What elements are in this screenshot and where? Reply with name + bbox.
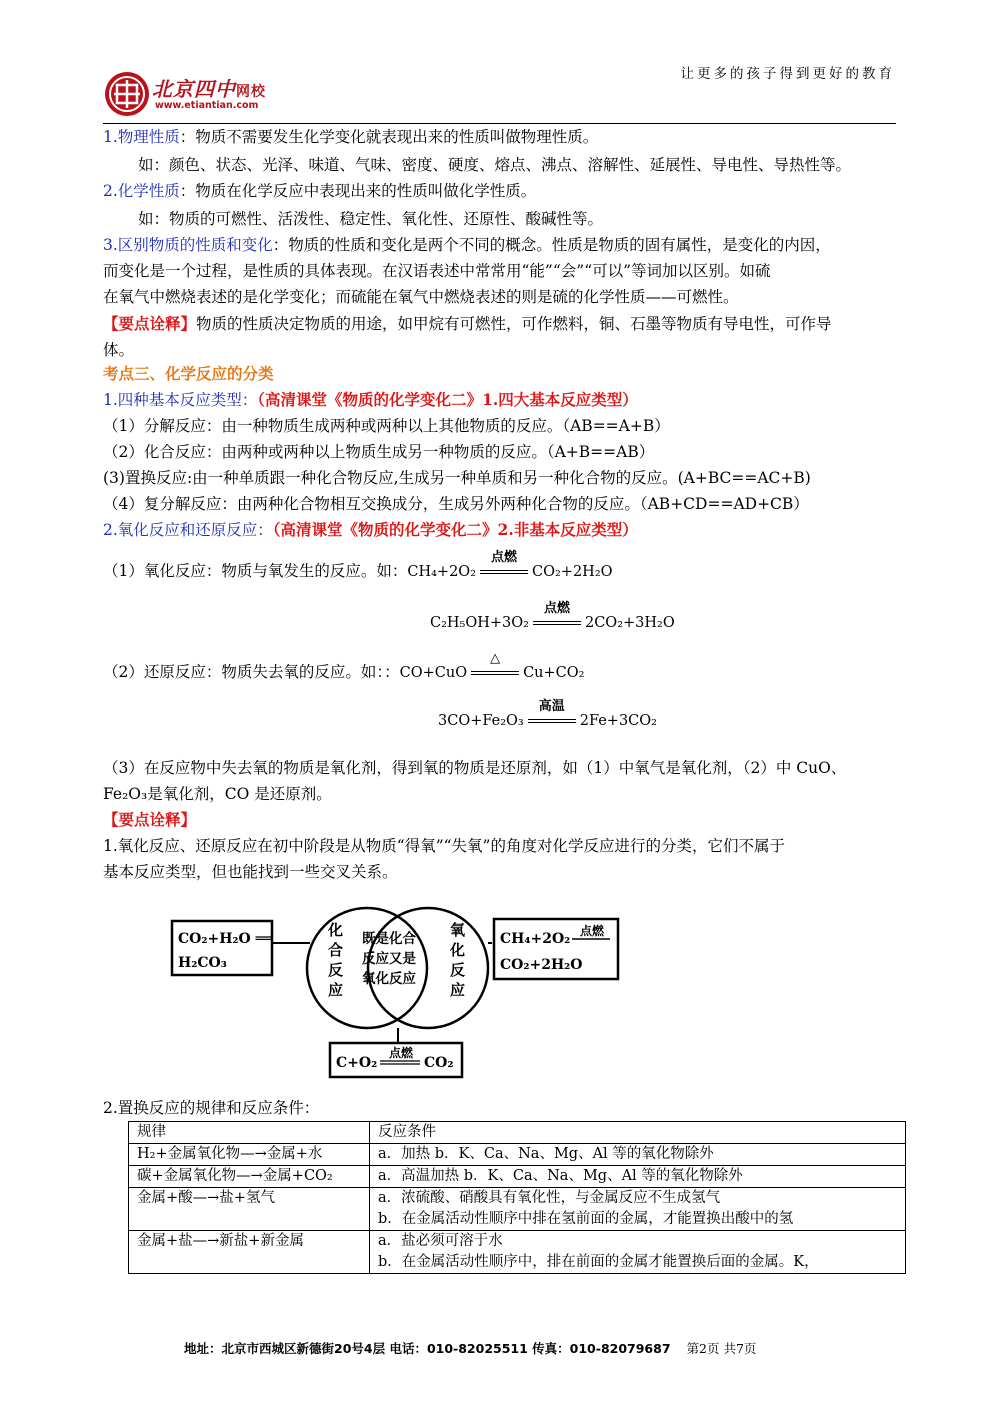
overlap-line-3: 氧化反应: [362, 971, 416, 987]
bottom-box-reactants: C+O₂: [336, 1055, 378, 1071]
header-divider: [103, 123, 896, 124]
equation-reactants: C₂H₅OH+3O₂: [430, 615, 529, 631]
double-line: [480, 570, 528, 574]
table-row: [129, 1188, 906, 1231]
redox-course-link[interactable]: （高清课堂《物质的化学变化二》2.非基本反应类型）: [272, 520, 638, 539]
reduction-equation-1: [399, 651, 585, 681]
redox-label: 2.氧化反应和还原反应：: [103, 521, 273, 539]
double-line: [471, 671, 519, 675]
equation-reactants: CH₄+2O₂: [407, 564, 477, 580]
section-3-title: 考点三、化学反应的分类: [103, 364, 274, 383]
oxidation-intro: （1）氧化反应：物质与氧发生的反应。如：: [103, 562, 408, 580]
equation-condition: [524, 699, 580, 732]
footer-address: 地址：北京市西城区新德街20号4层 电话：010-82025511 传真：010-82079687: [184, 1341, 671, 1356]
condition-cell: [370, 1231, 906, 1274]
condition-line: b．在金属活动性顺序中排在氢前面的金属，才能置换出酸中的氢: [378, 1211, 794, 1227]
condition-label: 点燃: [543, 601, 570, 616]
distinguish-label: 3.区别物质的性质和变化: [103, 236, 273, 254]
distinguish-line-3: 在氧气中燃烧表述的是化学变化；而硫能在氧气中燃烧表述的则是硫的化学性质——可燃性。: [103, 288, 739, 306]
reaction-venn-diagram: [170, 883, 670, 1083]
distinguish-line-2: 而变化是一个过程，是性质的具体表现。在汉语表述中常常用“能”“会”“可以”等词加以区别。如硫: [103, 262, 771, 280]
equation-reactants: 3CO+Fe₂O₃: [438, 713, 524, 729]
distinguish-text: ：物质的性质和变化是两个不同的概念。性质是物质的固有属性，是变化的内因，: [272, 236, 831, 254]
table-title: 2.置换反应的规律和反应条件：: [103, 1099, 320, 1117]
key-note-text: 物质的性质决定物质的用途，如甲烷有可燃性，可作燃料，铜、石墨等物质有导电性，可作导: [196, 315, 832, 333]
agent-line-1: （3）在反应物中失去氧的物质是氧化剂，得到氧的物质是还原剂，如（1）中氧气是氧化剂，（2）中 CuO、: [103, 759, 847, 777]
physical-property-example: 如：颜色、状态、光泽、味道、气味、密度、硬度、熔点、沸点、溶解性、延展性、导电性、导热性等。: [138, 156, 852, 174]
basic-types-label: 1.四种基本反应类型：: [103, 391, 258, 409]
logo-name-main: 北京四中: [152, 77, 236, 101]
condition-line: b．在金属活动性顺序中，排在前面的金属才能置换后面的金属。K，: [378, 1254, 819, 1270]
overlap-line-1: 既是化合: [362, 931, 416, 947]
rule-cell: 金属+盐—→新盐+新金属: [129, 1231, 370, 1274]
bottom-box-condition: 点燃: [389, 1046, 414, 1060]
chemical-property-label: 2.化学性质: [103, 182, 180, 200]
page-footer: [184, 1339, 756, 1357]
right-box-line-2: CO₂+2H₂O: [500, 957, 583, 973]
right-circle-char-2: 化: [450, 941, 466, 959]
rule-cell: H₂+金属氧化物—→金属+水: [129, 1144, 370, 1166]
basic-types-heading: [103, 389, 903, 411]
right-circle-char-3: 反: [450, 961, 466, 979]
bottom-box-products: CO₂: [424, 1055, 454, 1071]
double-line: [533, 621, 581, 625]
key-note-2-line-1: 1.氧化反应、还原反应在初中阶段是从物质“得氧”“失氧”的角度对化学反应进行的分类，它们不属于: [103, 837, 785, 855]
oxidation-line: [103, 550, 903, 583]
logo-name-suffix: 网校: [236, 84, 266, 100]
header-rule: 规律: [129, 1122, 370, 1144]
physical-property-line: [103, 126, 903, 148]
decomposition-reaction: （1）分解反应：由一种物质生成两种或两种以上其他物质的反应。（AB==A+B）: [103, 417, 670, 435]
rule-cell: 金属+酸—→盐+氢气: [129, 1188, 370, 1231]
agent-line-2: Fe₂O₃是氧化剂，CO 是还原剂。: [103, 785, 332, 803]
left-box-line-1: CO₂+H₂O ══: [178, 931, 273, 947]
key-note-line-2: 体。: [103, 341, 135, 359]
physical-property-label: 1.物理性质: [103, 128, 180, 146]
displacement-rules-table: [128, 1121, 906, 1274]
condition-line: a．浓硫酸、硝酸具有氧化性，与金属反应不生成氢气: [378, 1190, 721, 1206]
oxidation-equation-2: [430, 601, 675, 634]
table-row: [129, 1166, 906, 1188]
condition-label: △: [490, 651, 501, 666]
left-box-line-2: H₂CO₃: [178, 955, 227, 971]
chemical-property-example: 如：物质的可燃性、活泼性、稳定性、氧化性、还原性、酸碱性等。: [138, 210, 604, 228]
logo-name: [152, 73, 266, 102]
condition-line: a．加热 b．K、Ca、Na、Mg、Al 等的氧化物除外: [378, 1146, 714, 1162]
table-header-row: [129, 1122, 906, 1144]
equation-reactants: CO+CuO: [399, 665, 468, 681]
logo-url: www.etiantian.com: [155, 100, 259, 111]
left-circle-char-1: 化: [328, 921, 344, 939]
key-note-line-1: [103, 313, 903, 335]
left-circle-char-4: 应: [328, 981, 344, 999]
school-logo-icon: [103, 70, 151, 118]
header-condition: 反应条件: [370, 1122, 906, 1144]
condition-cell: [370, 1144, 906, 1166]
table-row: [129, 1144, 906, 1166]
right-circle-char-4: 应: [450, 981, 466, 999]
equation-condition: [529, 601, 585, 634]
table-row: [129, 1231, 906, 1274]
displacement-reaction: (3)置换反应:由一种单质跟一种化合物反应,生成另一种单质和另一种化合物的反应。(A+BC==AC+B): [103, 469, 811, 487]
equation-condition: [467, 651, 523, 684]
combination-reaction: （2）化合反应：由两种或两种以上物质生成另一种物质的反应。（A+B==AB）: [103, 443, 655, 461]
condition-cell: [370, 1188, 906, 1231]
condition-label: 高温: [538, 699, 565, 714]
oxidation-equation-1: [407, 550, 613, 580]
right-circle-char-1: 氧: [450, 921, 466, 939]
key-note-2-line-2: 基本反应类型，但也能找到一些交叉关系。: [103, 863, 398, 881]
reduction-line: [103, 651, 903, 684]
condition-line: a．盐必须可溶于水: [378, 1233, 503, 1249]
overlap-line-2: 反应又是: [362, 951, 416, 967]
rule-cell: 碳+金属氧化物—→金属+CO₂: [129, 1166, 370, 1188]
equation-products: Cu+CO₂: [523, 665, 585, 681]
double-line: [528, 719, 576, 723]
reduction-intro: （2）还原反应：物质失去氧的反应。如：：: [103, 663, 400, 681]
key-note-2-label: 【要点诠释】: [103, 810, 197, 829]
distinguish-line-1: [103, 234, 903, 256]
condition-label: 点燃: [491, 550, 518, 565]
page-number: 第2页 共7页: [686, 1341, 757, 1356]
basic-types-course-link[interactable]: （高清课堂《物质的化学变化二》1.四大基本反应类型）: [257, 390, 638, 409]
key-note-label: 【要点诠释】: [103, 314, 197, 333]
reduction-equation-2: [438, 699, 657, 732]
right-box-line-1: CH₄+2O₂: [500, 931, 571, 947]
header-slogan: 让更多的孩子得到更好的教育: [680, 66, 895, 82]
condition-line: a．高温加热 b．K、Ca、Na、Mg、Al 等的氧化物除外: [378, 1168, 743, 1184]
chemical-property-line: [103, 180, 903, 202]
equation-products: CO₂+2H₂O: [532, 564, 613, 580]
equation-condition: [476, 550, 532, 583]
double-decomposition-reaction: （4）复分解反应：由两种化合物相互交换成分，生成另外两种化合物的反应。（AB+CD==AD+CB）: [103, 495, 809, 513]
left-circle-char-3: 反: [328, 961, 344, 979]
physical-property-text: ：物质不需要发生化学变化就表现出来的性质叫做物理性质。: [179, 128, 599, 146]
right-box-condition: 点燃: [580, 924, 605, 938]
left-circle-char-2: 合: [328, 941, 344, 959]
redox-heading: [103, 519, 903, 541]
chemical-property-text: ：物质在化学反应中表现出来的性质叫做化学性质。: [179, 182, 537, 200]
condition-cell: [370, 1166, 906, 1188]
equation-products: 2CO₂+3H₂O: [584, 615, 675, 631]
equation-products: 2Fe+3CO₂: [579, 713, 657, 729]
